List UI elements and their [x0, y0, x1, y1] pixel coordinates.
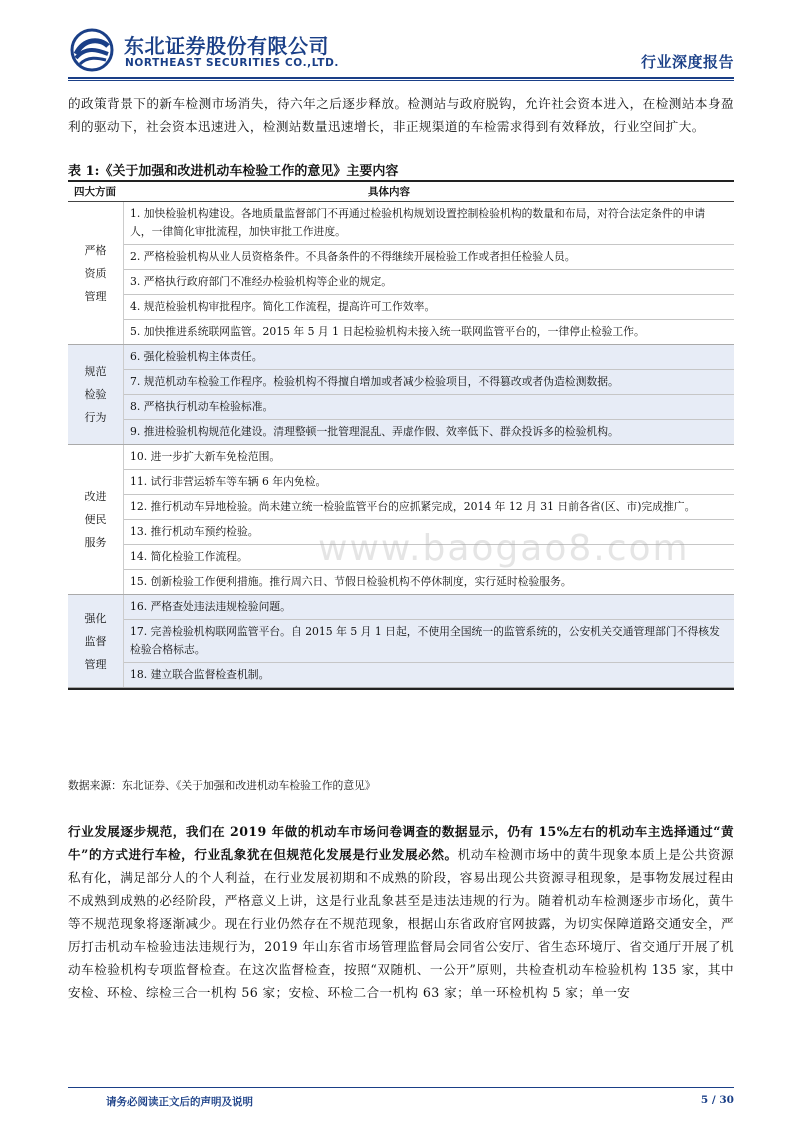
- table-row: 15. 创新检验工作便利措施。推行周六日、节假日检验机构不停休制度，实行延时检验服务。: [124, 569, 734, 594]
- table-group: [68, 202, 734, 345]
- table-items-cell: [123, 345, 734, 444]
- table-title: 表 1:《关于加强和改进机动车检验工作的意见》主要内容: [68, 164, 399, 179]
- table-body: [68, 202, 734, 688]
- policy-table: [68, 180, 734, 690]
- table-row: 9. 推进检验机构规范化建设。清理整顿一批管理混乱、弄虚作假、效率低下、群众投诉多的检验机构。: [124, 419, 734, 444]
- table-items-cell: [123, 445, 734, 594]
- table-row: 10. 进一步扩大新车免检范围。: [130, 450, 281, 463]
- company-name-en: NORTHEAST SECURITIES CO.,LTD.: [125, 57, 339, 69]
- intro-paragraph: 的政策背景下的新车检测市场消失，待六年之后逐步释放。检测站与政府脱钩，允许社会资本进入，在检测站本身盈利的驱动下，社会资本迅速进入，检测站数量迅速增长，非正规渠道的车检需求得到有效释放，行业空间扩大。: [68, 96, 734, 134]
- table-row: 16. 严格查处违法违规检验问题。: [130, 600, 291, 613]
- table-category-cell: [68, 595, 123, 687]
- company-logo-icon: [68, 28, 116, 72]
- watermark: www.baogao8.com: [318, 528, 690, 569]
- table-row: 13. 推行机动车预约检验。: [124, 519, 734, 544]
- page-number: 5 / 30: [700, 1094, 734, 1106]
- table-row: 2. 严格检验机构从业人员资格条件。不具备条件的不得继续开展检验工作或者担任检验人员。: [124, 244, 734, 269]
- main-paragraph-bold: 行业发展逐步规范，我们在 2019 年做的机动车市场问卷调查的数据显示，仍有 15%左右的机动车主选择通过“黄牛”的方式进行车检，行业乱象犹在但规范化发展是行业发展必然。: [68, 824, 734, 862]
- header-divider-thin: [68, 80, 734, 81]
- table-row: 4. 规范检验机构审批程序。简化工作流程，提高许可工作效率。: [124, 294, 734, 319]
- company-name-cn: 东北证券股份有限公司: [124, 34, 329, 58]
- category-label: 严格资质管理: [84, 243, 107, 303]
- table-header-row: [68, 180, 734, 202]
- table-row: 8. 严格执行机动车检验标准。: [124, 394, 734, 419]
- table-source: 数据来源：东北证券、《关于加强和改进机动车检验工作的意见》: [68, 779, 376, 792]
- category-label: 改进便民服务: [84, 490, 107, 549]
- table-row: 14. 简化检验工作流程。: [124, 544, 734, 569]
- table-items-cell: [123, 595, 734, 687]
- header-content: 具体内容: [368, 186, 410, 198]
- table-group: [68, 345, 734, 445]
- table-row: 1. 加快检验机构建设。各地质量监督部门不再通过检验机构规划设置控制检验机构的数量和布局，对符合法定条件的申请人，一律简化审批流程，加快审批工作进度。: [130, 207, 706, 238]
- table-group: [68, 595, 734, 688]
- category-label: 强化监督管理: [84, 611, 107, 671]
- table-row: 17. 完善检验机构联网监管平台。自 2015 年 5 月 1 日起，不使用全国统一的监管系统的，公安机关交通管理部门不得核发检验合格标志。: [124, 619, 734, 662]
- table-row: 6. 强化检验机构主体责任。: [130, 350, 263, 363]
- table-row: 3. 严格执行政府部门不准经办检验机构等企业的规定。: [124, 269, 734, 294]
- table-row: 7. 规范机动车检验工作程序。检验机构不得擅自增加或者减少检验项目，不得篡改或者伪造检测数据。: [124, 369, 734, 394]
- footer-divider: [68, 1087, 734, 1088]
- report-type-label: 行业深度报告: [640, 53, 734, 71]
- table-row: 12. 推行机动车异地检验。尚未建立统一检验监管平台的应抓紧完成，2014 年 12 月 31 日前各省(区、市)完成推广。: [124, 494, 734, 519]
- header-category: 四大方面: [74, 186, 116, 198]
- table-row: 11. 试行非营运轿车等车辆 6 年内免检。: [124, 469, 734, 494]
- table-items-cell: [123, 202, 734, 344]
- table-row: 5. 加快推进系统联网监管。2015 年 5 月 1 日起检验机构未接入统一联网监管平台的，一律停止检验工作。: [124, 319, 734, 344]
- table-group: [68, 445, 734, 595]
- table-category-cell: [68, 202, 123, 344]
- table-bottom-rule: [68, 688, 734, 690]
- table-row: 18. 建立联合监督检查机制。: [124, 662, 734, 687]
- main-paragraph: [68, 820, 734, 1004]
- main-paragraph-text: 机动车检测市场中的黄牛现象本质上是公共资源私有化，满足部分人的个人利益，在行业发展初期和不成熟的阶段，容易出现公共资源寻租现象，是事物发展过程由不成熟到成熟的必经阶段，严格意义上讲，这是行业乱象甚至是违法违规的行为。随着机动车检测逐步市场化，黄牛等不规范现象将逐渐减少。现在行业仍然存在不规范现象，根据山东省政府官网披露，为切实保障道路交通安全，严厉打击机动车检验违法违规行为，2019 年山东省市场管理监督局会同省公安厅、省生态环境厅、省交通厅开展了机动车检验机构专项监督检查。在这次监督检查，按照“双随机、一公开”原则，共检查机动车检验机构 135 家，其中安检、环检、综检三合一机构 56 家；安检、环检二合一机构 63 家；单一环检机构 5 家；单一安: [68, 847, 734, 1000]
- table-category-cell: [68, 345, 123, 444]
- footer-disclaimer: 请务必阅读正文后的声明及说明: [106, 1096, 253, 1108]
- header-divider: [68, 77, 734, 79]
- category-label: 规范检验行为: [84, 365, 107, 424]
- table-category-cell: [68, 445, 123, 594]
- page-header: [68, 28, 734, 76]
